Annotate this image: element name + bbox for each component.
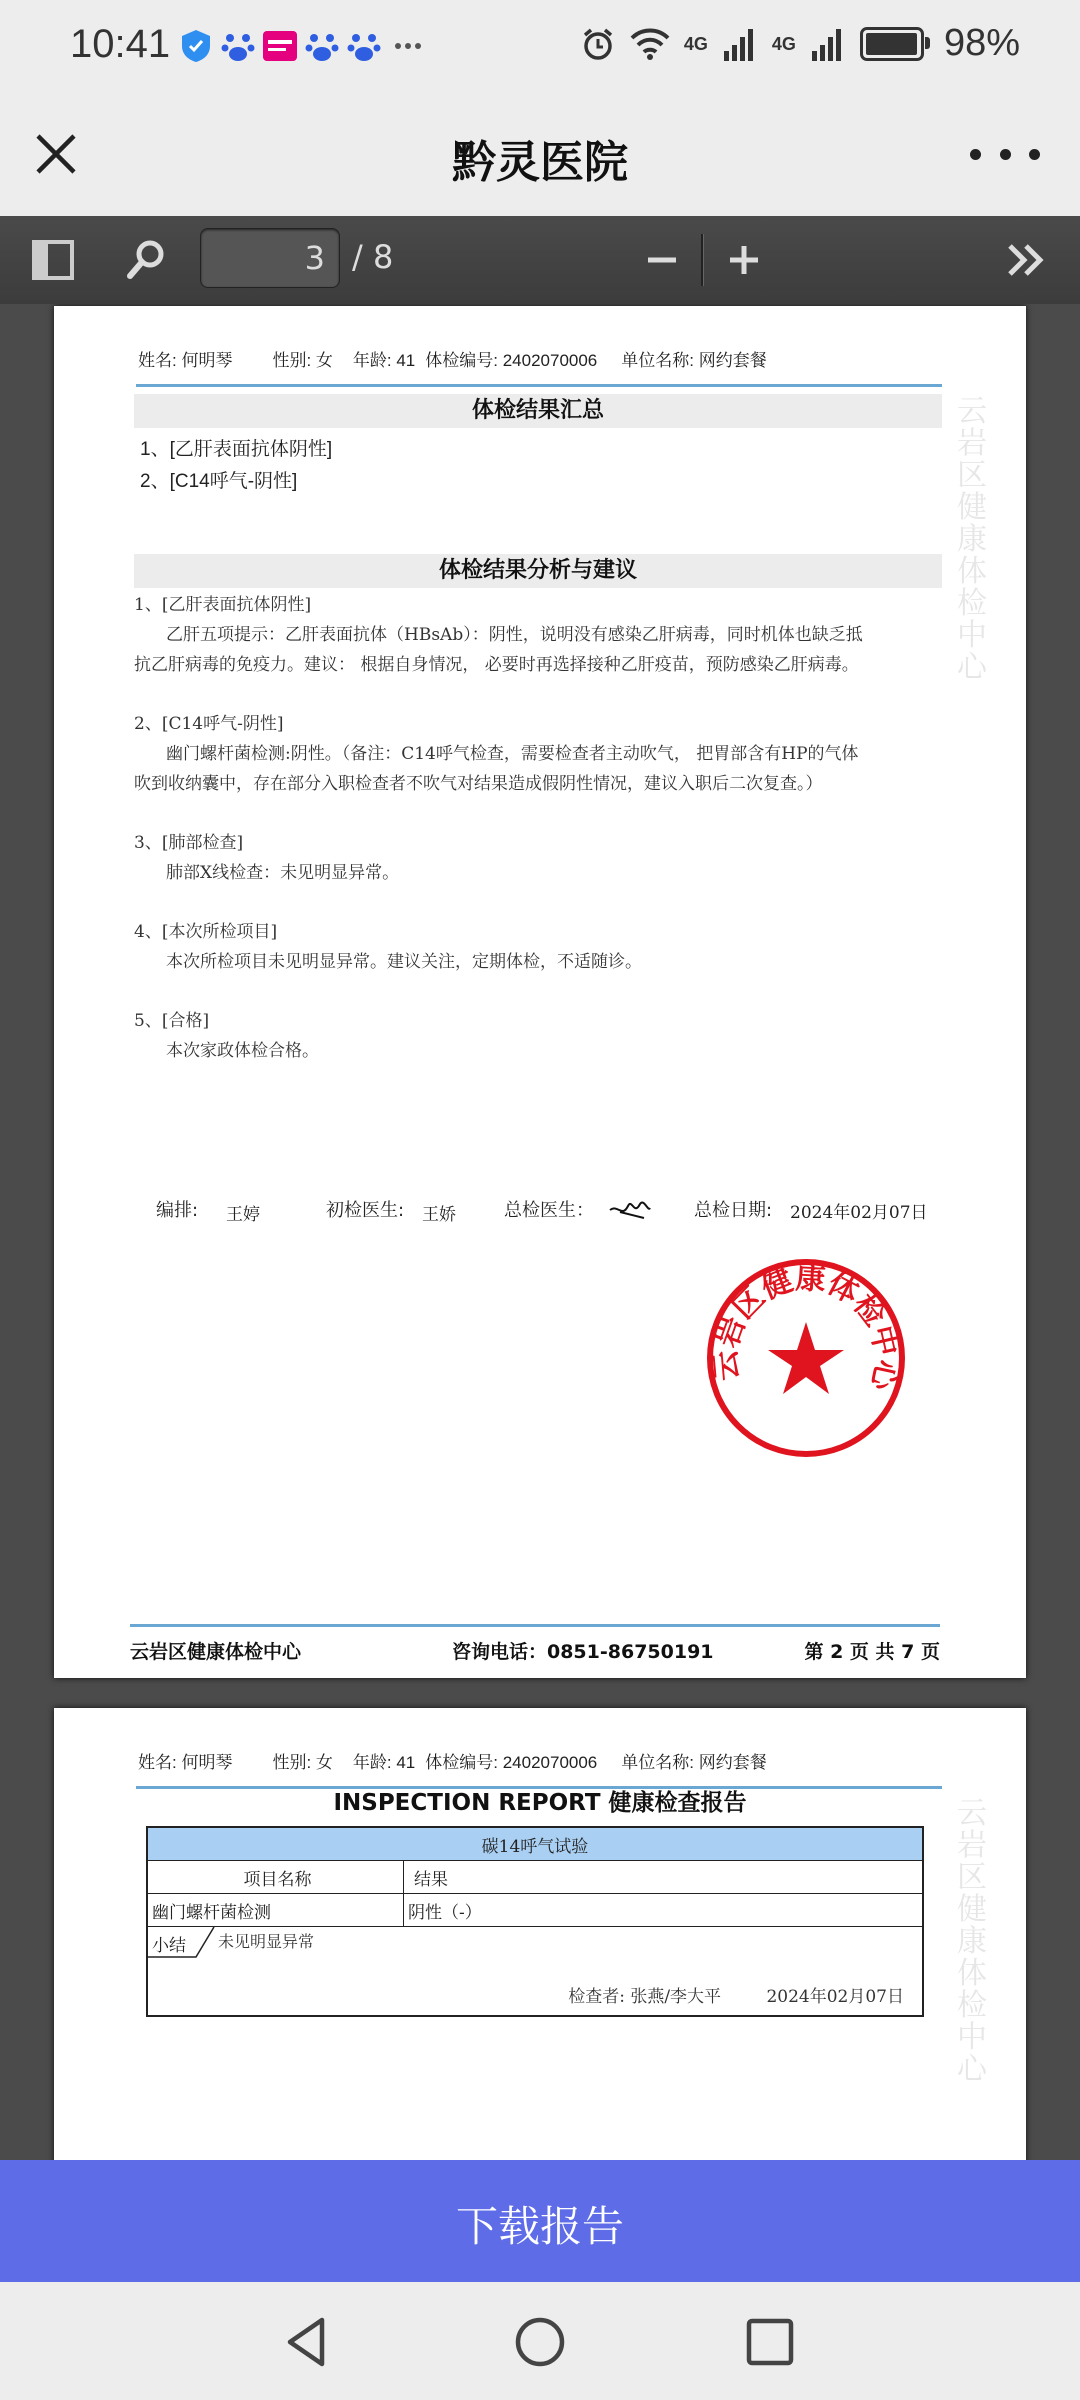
alarm-icon — [580, 26, 616, 62]
footer-center: 云岩区健康体检中心 — [130, 1641, 302, 1663]
analysis-item — [134, 709, 874, 799]
inspector-line — [568, 1982, 904, 2007]
signal-icon — [722, 27, 758, 61]
analysis-item-body: 本次家政体检合格。 — [166, 1041, 319, 1061]
analysis-item-heading: 2、[C14呼气-阴性] — [134, 714, 284, 734]
chief-doctor-label: 总检医生： — [504, 1200, 594, 1221]
analysis-item-body: 乙肝五项提示：乙肝表面抗体（HBsAb）：阴性，说明没有感染乙肝病毒，同时机体也缺乏抵抗乙肝病毒的免疫力。建议： 根据自身情况， 必要时再选择接种乙肝疫苗，预防感染乙肝病毒。 — [134, 625, 863, 675]
inspection-date: 2024年02月07日 — [766, 1987, 904, 2007]
editor-label: 编排: — [156, 1200, 199, 1221]
battery-level: 98% — [943, 22, 1020, 64]
inspector: 检查者: 张燕/李大平 — [568, 1987, 722, 2007]
stamp-text: 云岩区健康体检中心 — [708, 1260, 905, 1394]
download-report-button[interactable] — [0, 2160, 1080, 2282]
analysis-title: 体检结果分析与建议 — [134, 554, 942, 588]
baidu-paw-icon — [220, 28, 256, 64]
status-time: 10:41 — [70, 22, 171, 66]
status-right — [580, 22, 1020, 65]
baidu-paw-icon — [304, 28, 340, 64]
analysis-item-heading: 3、[肺部检查] — [134, 833, 244, 853]
page-title: 黔灵医院 — [452, 137, 628, 188]
more-notifications-icon — [390, 28, 426, 64]
analysis-item — [134, 1006, 874, 1066]
toolbar-divider — [701, 234, 704, 286]
row-result: 阴性（-） — [408, 1902, 482, 1923]
search-icon[interactable] — [118, 232, 174, 288]
app-badge-icon — [262, 28, 298, 64]
pdf-page — [54, 1708, 1026, 2160]
analysis-item-heading: 4、[本次所检项目] — [134, 922, 278, 942]
first-doctor-name: 王娇 — [422, 1205, 456, 1225]
analysis-item — [134, 917, 874, 977]
exam-date: 2024年02月07日 — [790, 1203, 928, 1223]
exam-id: 体检编号: 2402070006 — [425, 1753, 598, 1772]
more-icon[interactable] — [970, 136, 1040, 172]
network-type-1: 4G — [683, 33, 708, 54]
watermark: 云岩区健康体检中心 — [957, 394, 987, 685]
unit-name: 单位名称: 网约套餐 — [621, 351, 767, 370]
page-number-input[interactable]: 3 — [200, 228, 340, 288]
analysis-item — [134, 590, 874, 680]
exam-date-label: 总检日期: — [694, 1200, 773, 1221]
report-title: INSPECTION REPORT 健康检查报告 — [333, 1790, 747, 1816]
col-result-header: 结果 — [414, 1869, 448, 1890]
title-bar — [0, 96, 1080, 217]
summary-item: 1、[乙肝表面抗体阴性] — [140, 439, 333, 460]
summary-label: 小结 — [152, 1936, 186, 1956]
signature-icon — [608, 1190, 652, 1224]
patient-name: 姓名: 何明琴 — [138, 351, 233, 370]
official-stamp-icon — [704, 1256, 908, 1460]
summary-text: 未见明显异常 — [218, 1932, 315, 1951]
report-table — [146, 1826, 924, 2017]
analysis-section — [134, 590, 874, 1095]
pdf-page — [54, 306, 1026, 1678]
patient-header — [136, 346, 942, 387]
analysis-item-heading: 1、[乙肝表面抗体阴性] — [134, 595, 312, 615]
baidu-paw-icon — [346, 28, 382, 64]
analysis-item-body: 肺部X线检查：未见明显异常。 — [166, 863, 400, 883]
sidebar-toggle-icon[interactable] — [26, 232, 82, 288]
back-icon[interactable] — [278, 2312, 338, 2372]
summary-divider — [148, 1927, 218, 1959]
watermark: 云岩区健康体检中心 — [957, 1796, 987, 2087]
home-icon[interactable] — [510, 2312, 570, 2372]
more-tools-icon[interactable] — [998, 232, 1054, 288]
system-nav-bar — [0, 2282, 1080, 2400]
exam-id: 体检编号: 2402070006 — [425, 351, 598, 370]
analysis-item-heading: 5、[合格] — [134, 1011, 210, 1031]
page-total: / 8 — [352, 238, 394, 276]
table-title: 碳14呼气试验 — [148, 1828, 922, 1861]
patient-age: 年龄: 41 — [352, 351, 416, 370]
table-summary — [148, 1927, 922, 2015]
editor-name: 王婷 — [226, 1205, 260, 1225]
zoom-in-icon[interactable] — [716, 232, 772, 288]
status-bar — [0, 0, 1080, 96]
row-item: 幽门螺杆菌检测 — [148, 1894, 404, 1926]
network-type-2: 4G — [771, 33, 796, 54]
recents-icon[interactable] — [740, 2312, 800, 2372]
pdf-toolbar — [0, 216, 1080, 305]
analysis-item-body: 幽门螺杆菌检测:阴性。（备注：C14呼气检查，需要检查者主动吹气， 把胃部含有HP的气体吹到收纳囊中，存在部分入职检查者不吹气对结果造成假阴性情况，建议入职后二次复查。） — [134, 744, 859, 794]
table-row — [148, 1894, 922, 1927]
battery-icon — [860, 27, 924, 61]
patient-gender: 性别: 女 — [272, 351, 333, 370]
zoom-out-icon[interactable] — [634, 232, 690, 288]
footer-page: 第 2 页 共 7 页 — [804, 1641, 940, 1663]
download-report-label: 下载报告 — [455, 2202, 624, 2251]
pdf-viewer[interactable] — [0, 304, 1080, 2160]
wifi-icon — [630, 26, 670, 62]
summary-title: 体检结果汇总 — [134, 394, 942, 428]
analysis-item-body: 本次所检项目未见明显异常。建议关注，定期体检，不适随诊。 — [166, 952, 642, 972]
table-header-row — [148, 1861, 922, 1894]
patient-header — [136, 1748, 942, 1789]
footer-phone: 咨询电话：0851-86750191 — [451, 1641, 714, 1663]
signal-icon — [810, 27, 846, 61]
unit-name: 单位名称: 网约套餐 — [621, 1753, 767, 1772]
analysis-item — [134, 828, 874, 888]
patient-age: 年龄: 41 — [352, 1753, 416, 1772]
col-item-header: 项目名称 — [148, 1861, 404, 1893]
page-footer — [130, 1624, 940, 1664]
patient-gender: 性别: 女 — [272, 1753, 333, 1772]
patient-name: 姓名: 何明琴 — [138, 1753, 233, 1772]
summary-item: 2、[C14呼气-阴性] — [140, 471, 298, 492]
shield-icon — [178, 28, 214, 64]
first-doctor-label: 初检医生: — [326, 1200, 405, 1221]
